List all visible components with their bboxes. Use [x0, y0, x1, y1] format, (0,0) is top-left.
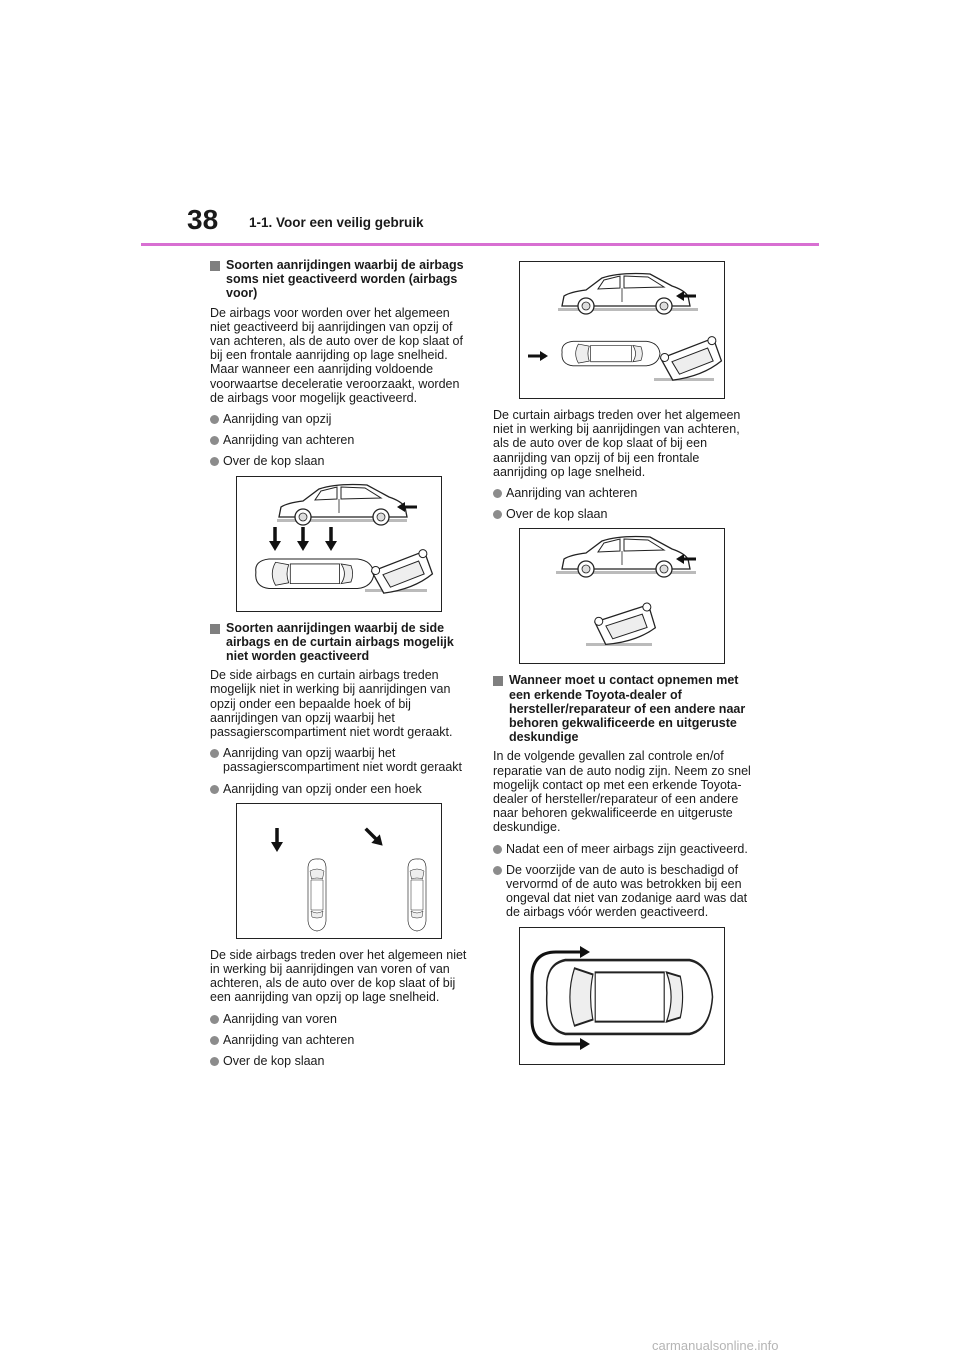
- paragraph: In de volgende gevallen zal controle en/of reparatie van de auto nodig zijn. Neem zo snel mogelijk contact op met een erkende Toyota-dealer of hersteller/reparateur of een andere naar behoren gekwalificeerde en uitgeruste deskundige.: [493, 749, 751, 835]
- bullet-item: Aanrijding van opzij waarbij het passagierscompartiment niet wordt geraakt: [210, 746, 468, 774]
- bullet-icon: [493, 489, 502, 498]
- illustration-side-impacts: [236, 803, 442, 939]
- bullet-icon: [210, 1057, 219, 1066]
- paragraph: De curtain airbags treden over het algemeen niet in werking bij aanrijdingen van achteren, als de auto over de kop slaat of bij een aanrijding van opzij of bij een frontale aanrijding op lage snelheid.: [493, 408, 741, 479]
- bullet-icon: [210, 749, 219, 758]
- watermark: carmanualsonline.info: [652, 1338, 779, 1353]
- bullet-icon: [210, 457, 219, 466]
- illustration-front-airbags: [236, 476, 442, 612]
- bullet-item: Aanrijding van opzij onder een hoek: [210, 782, 468, 796]
- left-column: [210, 258, 468, 1075]
- bullet-item: Over de kop slaan: [210, 454, 468, 468]
- bullet-item: Over de kop slaan: [210, 1054, 468, 1068]
- bullet-item: Aanrijding van opzij: [210, 412, 468, 426]
- bullet-item: Over de kop slaan: [493, 507, 751, 521]
- heading-contact-dealer: Wanneer moet u contact opnemen met een erkende Toyota-dealer of hersteller/reparateur of een andere naar behoren gekwalificeerde en uitgeruste deskundige: [493, 673, 751, 744]
- page-number: 38: [187, 204, 219, 235]
- bullet-item: Aanrijding van achteren: [210, 1033, 468, 1047]
- heading-square-icon: [210, 624, 220, 634]
- bullet-item: Aanrijding van achteren: [493, 486, 751, 500]
- bullet-icon: [493, 866, 502, 875]
- header-rule: [141, 243, 819, 246]
- bullet-icon: [210, 415, 219, 424]
- bullet-icon: [210, 1015, 219, 1024]
- heading-front-airbags: Soorten aanrijdingen waarbij de airbags soms niet geactiveerd worden (airbags voor): [210, 258, 468, 301]
- heading-square-icon: [493, 676, 503, 686]
- illustration-side-airbags-not-triggered: [519, 261, 725, 399]
- bullet-icon: [493, 845, 502, 854]
- bullet-icon: [210, 436, 219, 445]
- bullet-icon: [210, 785, 219, 794]
- right-column: [493, 261, 751, 1074]
- bullet-icon: [493, 510, 502, 519]
- bullet-icon: [210, 1036, 219, 1045]
- bullet-item: Aanrijding van voren: [210, 1012, 468, 1026]
- paragraph: De side airbags treden over het algemeen niet in werking bij aanrijdingen van voren of van achteren, als de auto over de kop slaat of bij een aanrijding van opzij op lage snelheid.: [210, 947, 467, 1005]
- heading-side-curtain-airbags: Soorten aanrijdingen waarbij de side airbags en de curtain airbags mogelijk niet worden geactiveerd: [210, 621, 468, 664]
- illustration-front-damage: [519, 927, 725, 1065]
- illustration-curtain-airbags: [519, 528, 725, 664]
- bullet-item: De voorzijde van de auto is beschadigd of vervormd of de auto was betrokken bij een ongeval dat niet van zodanige aard was dat de airbags vóór werden geactiveerd.: [493, 863, 751, 920]
- paragraph: De airbags voor worden over het algemeen niet geactiveerd bij aanrijdingen van opzij of van achteren, als de auto over de kop slaat of bij een frontale aanrijding op lage snelheid. Maar wanneer een aanrijding voldoende voorwaartse deceleratie veroorzaakt, worden de airbags voor mogelijk geactiveerd.: [210, 305, 463, 405]
- paragraph: De side airbags en curtain airbags treden mogelijk niet in werking bij aanrijdingen van opzij onder een bepaalde hoek of bij aanrijdingen van opzij waarbij het passagierscompartiment niet wordt geraakt.: [210, 668, 453, 740]
- bullet-item: Aanrijding van achteren: [210, 433, 468, 447]
- bullet-item: Nadat een of meer airbags zijn geactiveerd.: [493, 842, 751, 856]
- heading-square-icon: [210, 261, 220, 271]
- section-title: 1-1. Voor een veilig gebruik: [249, 215, 424, 230]
